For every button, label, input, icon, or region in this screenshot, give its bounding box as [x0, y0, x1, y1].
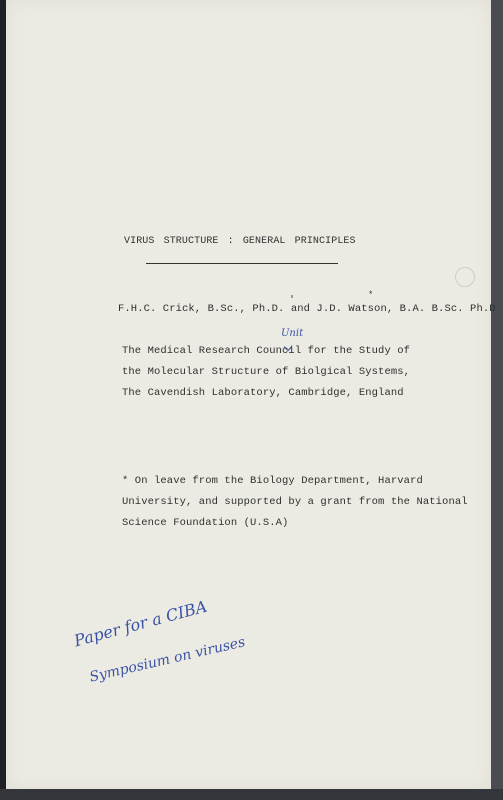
handwritten-note-line-1: Paper for a CIBA — [72, 596, 210, 651]
handwritten-note-line-2: Symposium on viruses — [88, 634, 247, 686]
footnote-line-2: University, and supported by a grant from the National — [122, 496, 468, 508]
title-underline — [146, 263, 338, 264]
handwritten-insert-unit: Unit — [281, 328, 304, 339]
affiliation-line-2: the Molecular Structure of Biolgical Systems, — [122, 366, 411, 378]
author-footnote-asterisk: * — [368, 290, 374, 300]
document-title: VIRUS STRUCTURE : GENERAL PRINCIPLES — [124, 236, 356, 247]
affiliation-line-1: The Medical Research Council for the Study of — [122, 345, 411, 357]
affiliation-line-3: The Cavendish Laboratory, Cambridge, England — [122, 387, 404, 399]
scan-right-edge — [491, 0, 503, 800]
typewriter-mark — [291, 295, 293, 298]
paper-crease-mark — [455, 267, 475, 287]
scan-bottom-edge — [0, 789, 503, 800]
footnote-line-1: * On leave from the Biology Department, Harvard — [122, 475, 423, 487]
footnote-line-3: Science Foundation (U.S.A) — [122, 517, 289, 529]
authors-line: F.H.C. Crick, B.Sc., Ph.D. and J.D. Watson, B.A. B.Sc. Ph.D — [118, 303, 496, 315]
